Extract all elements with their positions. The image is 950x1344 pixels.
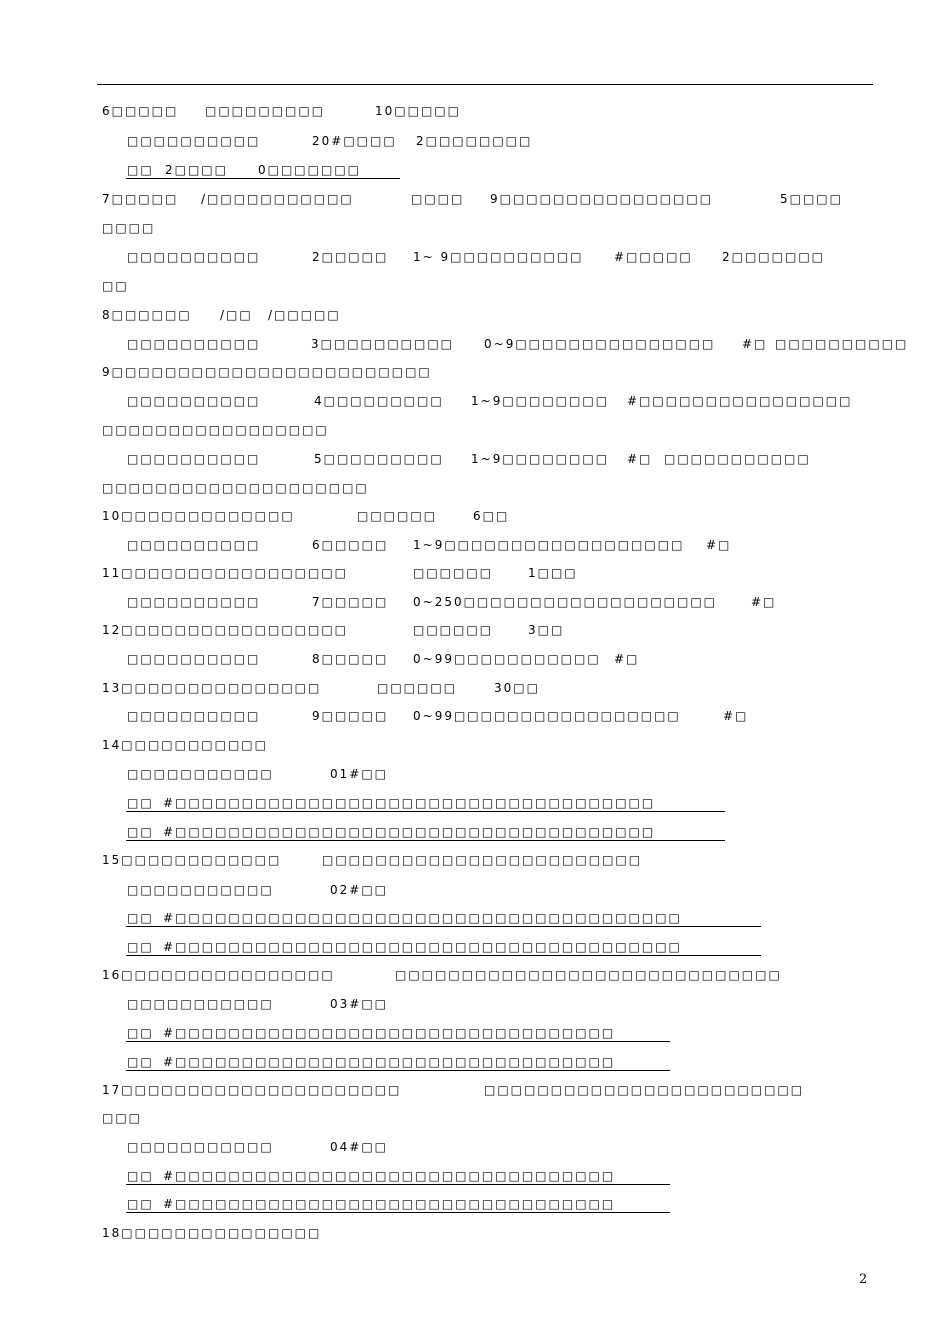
text-segment: □□□□□□□□□□: [127, 250, 261, 264]
text-segment: 8□□□□□□: [102, 308, 192, 322]
text-segment: □□□□□□□□□□□□□□□□□□□□□□□□□□□□□: [395, 968, 782, 982]
text-line: [0, 824, 950, 840]
text-line: [0, 910, 950, 926]
text-line: [0, 967, 950, 983]
text-segment: □□□□□□□□□□: [127, 337, 261, 351]
text-segment: □□: [102, 279, 129, 293]
text-line: [0, 508, 950, 524]
text-segment: 14□□□□□□□□□□□: [102, 738, 268, 752]
text-segment: 2□□□□□□□□: [416, 134, 533, 148]
text-segment: 1~9□□□□□□□□: [471, 452, 610, 466]
text-segment: □□□□□□□□□□□□□□□□□: [102, 423, 329, 437]
text-line: [0, 1110, 950, 1126]
text-segment: 2□□□□□□□: [722, 250, 825, 264]
text-segment: 5□□□□□□□□□: [314, 452, 444, 466]
text-segment: #□: [614, 652, 640, 666]
text-line: [0, 480, 950, 496]
text-segment: □□: [127, 163, 154, 177]
text-line: [0, 422, 950, 438]
text-segment: 13□□□□□□□□□□□□□□□: [102, 681, 322, 695]
text-segment: #□□□□□□□□□□□□□□□□□□□□□□□□□□□□□□□□□□□□: [163, 796, 656, 810]
text-segment: □□□□□□□□□□□□□□□□□□□□□□□□: [322, 853, 643, 867]
text-segment: □□: [127, 940, 154, 954]
text-line: [0, 1025, 950, 1041]
text-segment: #□: [751, 595, 777, 609]
text-segment: □□: [127, 796, 154, 810]
text-segment: □□: [127, 911, 154, 925]
text-segment: 0~9□□□□□□□□□□□□□□□: [484, 337, 716, 351]
text-segment: □□: [127, 825, 154, 839]
text-segment: #□□□□□□□□□□□□□□□□: [627, 394, 853, 408]
text-segment: /□□□□□: [268, 308, 341, 322]
text-line: [0, 651, 950, 667]
text-segment: 7□□□□□: [312, 595, 389, 609]
text-segment: □□: [127, 1055, 154, 1069]
text-segment: 9□□□□□□□□□□□□□□□□: [490, 192, 714, 206]
text-line: [0, 996, 950, 1012]
text-segment: #□□□□□□□□□□□□□□□□□□□□□□□□□□□□□□□□□: [163, 1055, 616, 1069]
text-line: [0, 594, 950, 610]
text-segment: 15□□□□□□□□□□□□: [102, 853, 282, 867]
text-line: [0, 393, 950, 409]
text-segment: □□□□□□: [357, 509, 438, 523]
page-number: 2: [859, 1272, 868, 1287]
text-line: [0, 451, 950, 467]
text-segment: 6□□□□□: [102, 104, 179, 118]
header-rule: [97, 84, 873, 85]
text-segment: 1□□□: [528, 566, 578, 580]
text-segment: 6□□: [473, 509, 510, 523]
text-line: [0, 622, 950, 638]
text-segment: 03#□□: [330, 997, 388, 1011]
text-segment: 0~250□□□□□□□□□□□□□□□□□□□: [413, 595, 718, 609]
text-segment: 17□□□□□□□□□□□□□□□□□□□□□: [102, 1083, 402, 1097]
underline-rule: [126, 811, 725, 812]
text-segment: 01#□□: [330, 767, 388, 781]
text-line: [0, 103, 950, 119]
text-line: [0, 537, 950, 553]
text-segment: 0~99□□□□□□□□□□□: [413, 652, 601, 666]
text-line: [0, 766, 950, 782]
text-segment: □□: [127, 1197, 154, 1211]
text-segment: □□□: [102, 1111, 143, 1125]
text-segment: #□: [627, 452, 653, 466]
text-segment: □□□□□□□□□□□□□□□□□□□□: [102, 481, 369, 495]
text-segment: 10□□□□□□□□□□□□□: [102, 509, 295, 523]
text-segment: 16□□□□□□□□□□□□□□□□: [102, 968, 335, 982]
text-line: [0, 133, 950, 149]
text-segment: 4□□□□□□□□□: [314, 394, 444, 408]
text-line: [0, 278, 950, 294]
text-segment: #□□□□□□□□□□□□□□□□□□□□□□□□□□□□□□□□□□□□□□: [163, 911, 682, 925]
text-line: [0, 708, 950, 724]
text-segment: 6□□□□□: [312, 538, 389, 552]
text-line: [0, 737, 950, 753]
text-segment: □□□□□□□□□□□: [127, 767, 274, 781]
text-segment: □□: [127, 1026, 154, 1040]
text-segment: 10□□□□□: [375, 104, 461, 118]
text-segment: 04#□□: [330, 1140, 388, 1154]
underline-rule: [126, 1041, 670, 1042]
underline-rule: [126, 955, 761, 956]
underline-rule: [126, 840, 725, 841]
underline-rule: [126, 1184, 670, 1185]
text-line: [0, 162, 950, 178]
underline-rule: [126, 926, 761, 927]
text-segment: 3□□: [528, 623, 565, 637]
text-segment: 2□□□□□: [312, 250, 389, 264]
text-segment: 1~9□□□□□□□□□□□□□□□□□□: [413, 538, 685, 552]
text-line: [0, 939, 950, 955]
text-segment: 5□□□□: [780, 192, 843, 206]
text-segment: 9□□□□□: [312, 709, 389, 723]
text-segment: 9□□□□□□□□□□□□□□□□□□□□□□□□: [102, 365, 432, 379]
text-segment: 1~9□□□□□□□□: [471, 394, 610, 408]
text-segment: □□□□□□□□□□: [127, 134, 261, 148]
text-segment: #□: [723, 709, 749, 723]
text-line: [0, 680, 950, 696]
text-segment: □□□□□□□□□□□: [127, 883, 274, 897]
text-segment: 12□□□□□□□□□□□□□□□□□: [102, 623, 349, 637]
text-line: [0, 565, 950, 581]
text-line: [0, 852, 950, 868]
text-segment: 3□□□□□□□□□□: [311, 337, 455, 351]
text-segment: □□□□□□: [377, 681, 458, 695]
text-segment: □□□□□□□□□□: [127, 595, 261, 609]
text-segment: 18□□□□□□□□□□□□□□□: [102, 1226, 322, 1240]
text-segment: 7□□□□□: [102, 192, 179, 206]
text-segment: □□□□□□□□□□□□□□□□□□□□□□□□: [484, 1083, 805, 1097]
text-line: [0, 336, 950, 352]
text-segment: □□□□: [411, 192, 465, 206]
text-line: [0, 249, 950, 265]
text-segment: 11□□□□□□□□□□□□□□□□□: [102, 566, 349, 580]
text-line: [0, 795, 950, 811]
text-line: [0, 220, 950, 236]
text-segment: □□□□: [102, 221, 156, 235]
text-segment: □□□□□□□□□: [205, 104, 326, 118]
text-segment: #□: [706, 538, 732, 552]
text-line: [0, 1225, 950, 1241]
text-line: [0, 1082, 950, 1098]
text-segment: #□□□□□□□□□□□□□□□□□□□□□□□□□□□□□□□□□□□□: [163, 825, 656, 839]
text-line: [0, 364, 950, 380]
text-segment: □□□□□□□□□□: [127, 709, 261, 723]
text-segment: 02#□□: [330, 883, 388, 897]
text-segment: /□□: [220, 308, 253, 322]
text-line: [0, 191, 950, 207]
text-segment: #□□□□□□□□□□□□□□□□□□□□□□□□□□□□□□□□□: [163, 1169, 616, 1183]
underline-rule: [126, 1070, 670, 1071]
text-segment: #□□□□□□□□□□□□□□□□□□□□□□□□□□□□□□□□□□□□□□: [163, 940, 682, 954]
text-segment: /□□□□□□□□□□□: [201, 192, 354, 206]
text-segment: □□□□□□: [413, 623, 494, 637]
text-segment: #□□□□□: [614, 250, 693, 264]
underline-rule: [126, 178, 400, 179]
text-line: [0, 1139, 950, 1155]
text-line: [0, 1196, 950, 1212]
text-segment: □□□□□□□□□□□: [664, 452, 811, 466]
text-segment: □□□□□□□□□□□: [127, 1140, 274, 1154]
text-segment: #□□□□□□□□□□□□□□□□□□□□□□□□□□□□□□□□□: [163, 1026, 616, 1040]
text-segment: #□: [742, 337, 768, 351]
text-segment: 8□□□□□: [312, 652, 389, 666]
text-segment: 1~ 9□□□□□□□□□□: [413, 250, 584, 264]
text-segment: 30□□: [494, 681, 540, 695]
text-line: [0, 882, 950, 898]
underline-rule: [126, 1212, 670, 1213]
text-line: [0, 307, 950, 323]
text-segment: □□□□□□□□□□: [127, 394, 261, 408]
text-segment: □□: [127, 1169, 154, 1183]
text-segment: □□□□□□□□□□: [127, 538, 261, 552]
text-segment: 0□□□□□□□: [258, 163, 361, 177]
text-segment: 0~99□□□□□□□□□□□□□□□□□: [413, 709, 681, 723]
text-segment: □□□□□□□□□□□: [127, 997, 274, 1011]
text-segment: □□□□□□□□□□: [127, 652, 261, 666]
text-line: [0, 1054, 950, 1070]
text-line: [0, 1168, 950, 1184]
text-segment: □□□□□□: [413, 566, 494, 580]
text-segment: □□□□□□□□□□: [775, 337, 909, 351]
text-segment: #□□□□□□□□□□□□□□□□□□□□□□□□□□□□□□□□□: [163, 1197, 616, 1211]
text-segment: 2□□□□: [165, 163, 228, 177]
text-segment: 20#□□□□: [312, 134, 397, 148]
text-segment: □□□□□□□□□□: [127, 452, 261, 466]
